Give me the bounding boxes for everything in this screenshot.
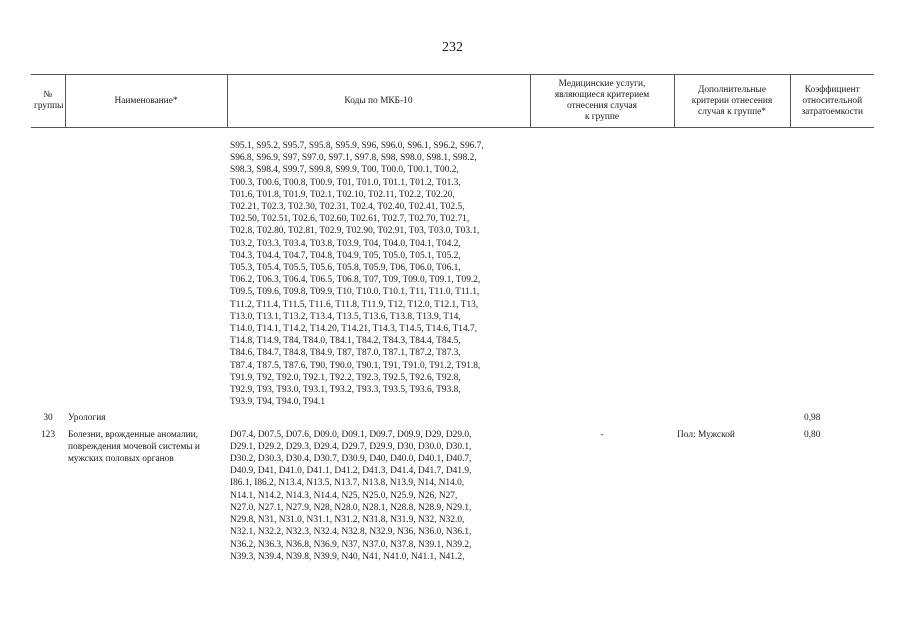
criteria-cell: Пол: Мужской bbox=[677, 429, 735, 440]
coefficient: 0,80 bbox=[804, 429, 821, 440]
header-coefficient: Коэффициент относительной затратоемкости bbox=[790, 75, 874, 128]
group-number: 123 bbox=[40, 429, 56, 440]
icd-codes: D07.4, D07.5, D07.6, D09.0, D09.1, D09.7, D09.9, D29, D29.0, D29.1, D29.2, D29.3, D29.4, D29.7, D29.9, D30, D30.0, D30.1, D30.2, D30.3, D30.4, D30.7, D30.9, D40, D40.0, D40.1, D40.7, D40.9, D41, D41.0, D41.1, D41.2, D41.3, D41.4, D41.7, D41.9, I86.1, I86.2, N13.4, N13.5, N13.7, N13.8, N13.9, N14, N14.0, N14.1, N14.2, N14.3, N14.4, N25, N25.0, N25.9, N26, N27, N27.0, N27.1, N27.9, N28, N28.0, N28.1, N28.8, N28.9, N29.1, N29.8, N31, N31.0, N31.1, N31.2, N31.8, N31.9, N32, N32.0, N32.1, N32.2, N32.3, N32.4, N32.8, N32.9, N36, N36.0, N36.1, N36.2, N36.3, N36.8, N36.9, N37, N37.0, N37.8, N39.1, N39.2, N39.3, N39.4, N39.8, N39.9, N40, N41, N41.0, N41.1, N41.2, bbox=[230, 429, 472, 562]
group-number: 30 bbox=[43, 413, 53, 424]
group-number bbox=[31, 128, 65, 409]
criteria-cell bbox=[674, 128, 790, 409]
services-cell: - bbox=[600, 429, 604, 440]
services-cell bbox=[530, 408, 674, 424]
group-name: Болезни, врожденные аномалии, повреждения мочевой системы и мужских половых органов bbox=[68, 429, 200, 465]
coefficient bbox=[790, 128, 874, 409]
header-group-no: № группы bbox=[31, 75, 65, 128]
header-codes: Коды по МКБ-10 bbox=[227, 75, 530, 128]
criteria-cell bbox=[674, 408, 790, 424]
icd-codes bbox=[227, 408, 530, 424]
header-services: Медицинские услуги, являющиеся критерием отнесения случая к группе bbox=[530, 75, 674, 128]
services-cell bbox=[530, 128, 674, 409]
table-row bbox=[31, 408, 874, 424]
group-name bbox=[65, 128, 227, 409]
header-name: Наименование* bbox=[65, 75, 227, 128]
table-row bbox=[31, 425, 874, 563]
coefficient: 0,98 bbox=[804, 413, 821, 424]
header-criteria: Дополнительные критерии отнесения случая к группе* bbox=[674, 75, 790, 128]
icd-codes: S95.1, S95.2, S95.7, S95.8, S95.9, S96, S96.0, S96.1, S96.2, S96.7, S96.8, S96.9, S97, S97.0, S97.1, S97.8, S98, S98.0, S98.1, S98.2, S98.3, S98.4, S99.7, S99.8, S99.9, T00, T00.0, T00.1, T00.2, T00.3, T00.6, T00.8, T00.9, T01, T01.0, T01.1, T01.2, T01.3, T01.6, T01.8, T01.9, T02.1, T02.10, T02.11, T02.2, T02.20, T02.21, T02.3, T02.30, T02.31, T02.4, T02.40, T02.41, T02.5, T02.50, T02.51, T02.6, T02.60, T02.61, T02.7, T02.70, T02.71, T02.8, T02.80, T02.81, T02.9, T02.90, T02.91, T03, T03.0, T03.1, T03.2, T03.3, T03.4, T03.8, T03.9, T04, T04.0, T04.1, T04.2, T04.3, T04.4, T04.7, T04.8, T04.9, T05, T05.0, T05.1, T05.2, T05.3, T05.4, T05.5, T05.6, T05.8, T05.9, T06, T06.0, T06.1, T06.2, T06.3, T06.4, T06.5, T06.8, T07, T09, T09.0, T09.1, T09.2, T09.5, T09.6, T09.8, T09.9, T10, T10.0, T10.1, T11, T11.0, T11.1, T11.2, T11.4, T11.5, T11.6, T11.8, T11.9, T12, T12.0, T12.1, T13, T13.0, T13.1, T13.2, T13.4, T13.5, T13.6, T13.8, T13.9, T14, T14.0, T14.1, T14.2, T14.20, T14.21, T14.3, T14.5, T14.6, T14.7, T14.8, T14.9, T84, T84.0, T84.1, T84.2, T84.3, T84.4, T84.5, T84.6, T84.7, T84.8, T84.9, T87, T87.0, T87.1, T87.2, T87.3, T87.4, T87.5, T87.6, T90, T90.0, T90.1, T91, T91.0, T91.2, T91.8, T91.9, T92, T92.0, T92.1, T92.2, T92.3, T92.5, T92.6, T92.8, T92.9, T93, T93.0, T93.1, T93.2, T93.3, T93.5, T93.6, T93.8, T93.9, T94, T94.0, T94.1 bbox=[230, 141, 484, 408]
ksg-table bbox=[31, 74, 874, 563]
table-row bbox=[31, 128, 874, 409]
table-header-row bbox=[31, 75, 874, 128]
group-name: Урология bbox=[68, 413, 106, 424]
page-number: 232 bbox=[442, 40, 463, 55]
